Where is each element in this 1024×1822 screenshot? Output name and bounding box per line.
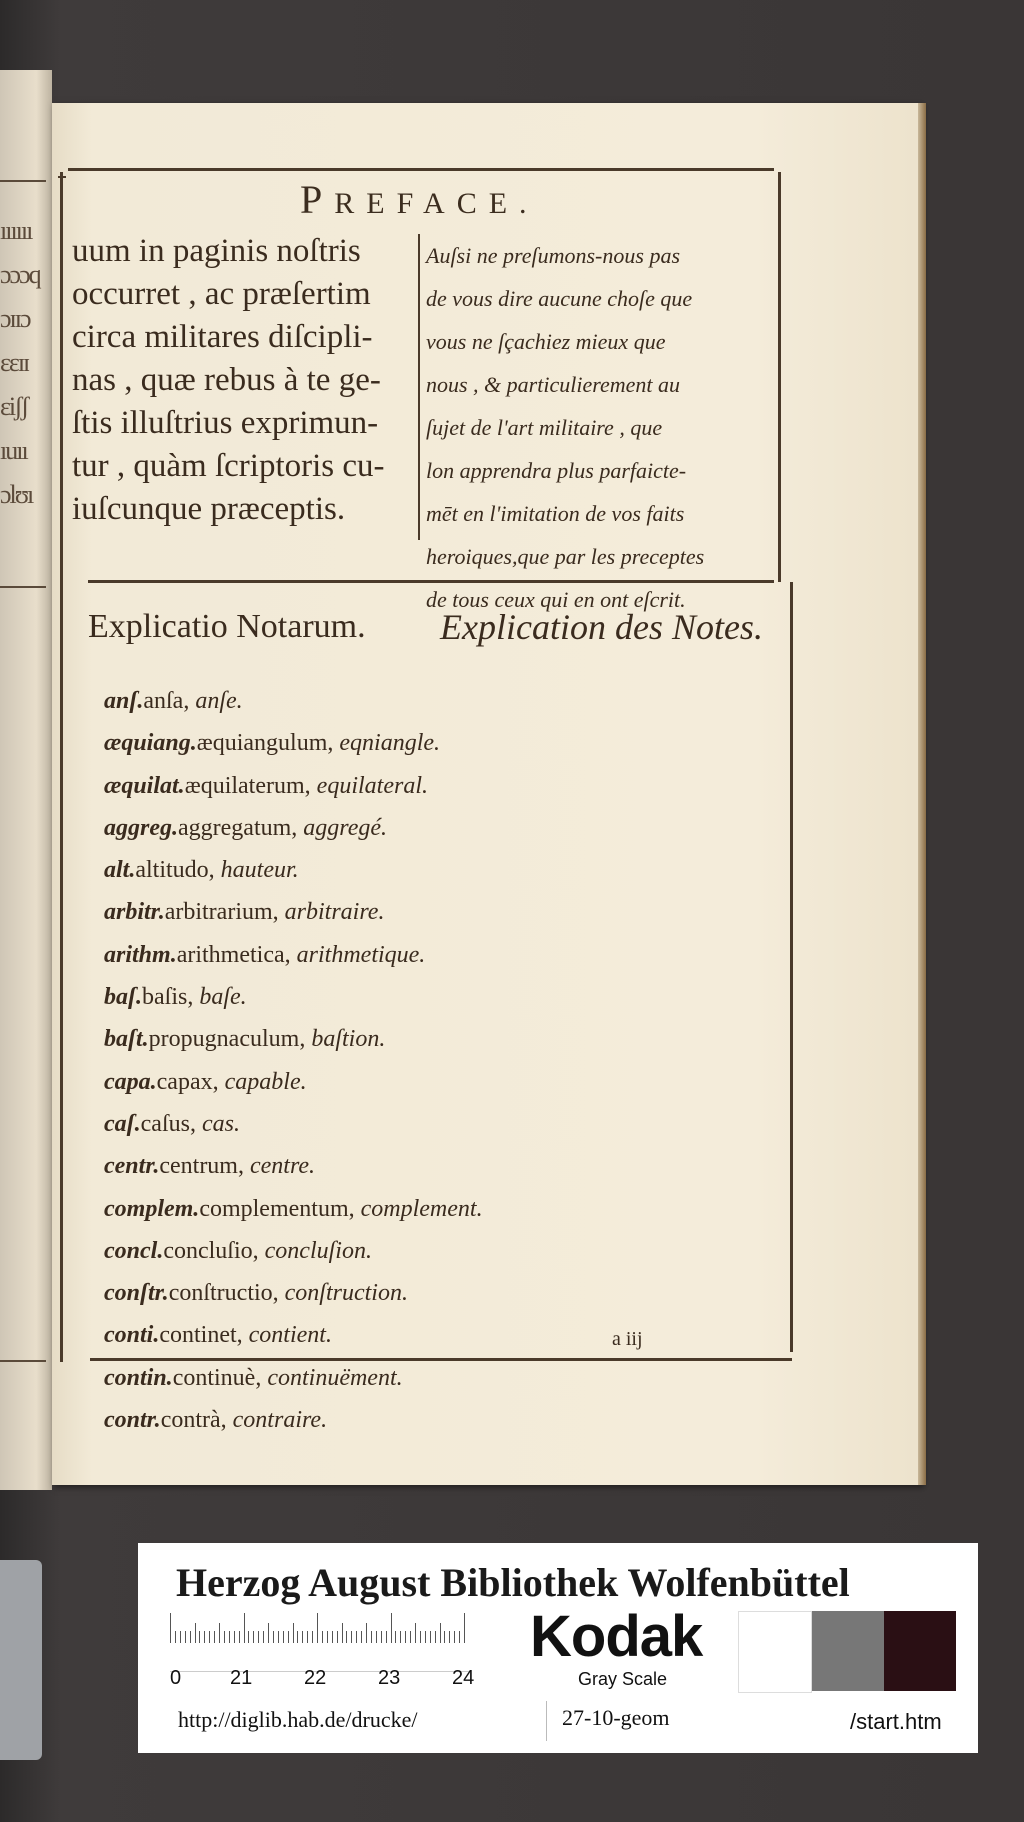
note-latin: anſa	[143, 688, 184, 714]
note-latin: contrà	[160, 1407, 221, 1434]
note-latin: capax	[156, 1068, 213, 1095]
note-latin: aggregatum	[178, 814, 292, 841]
note-entry	[104, 1061, 764, 1103]
ruler-tick	[253, 1631, 254, 1643]
library-color-bar	[138, 1543, 978, 1753]
note-entry	[104, 1188, 764, 1230]
latin-line: tur , quàm ſcriptoris cu-	[72, 448, 385, 484]
note-latin: arithmetica	[176, 941, 285, 968]
ruler-tick	[229, 1631, 230, 1643]
notes-title-french: Explication des Notes.	[440, 607, 763, 647]
ruler-tick	[400, 1631, 401, 1643]
note-separator: ,	[208, 857, 221, 884]
note-french: hauteur.	[220, 857, 299, 884]
note-french: baſtion.	[311, 1026, 386, 1053]
french-line: lon apprendra plus parfaicte-	[426, 458, 687, 483]
ruler-tick	[346, 1631, 347, 1643]
latin-line: iuſcunque præceptis.	[72, 491, 346, 527]
note-entry	[104, 1145, 764, 1187]
ruler-tick	[371, 1631, 372, 1643]
left-page-fragment: ɔlʊı	[0, 480, 33, 509]
page-edge	[918, 103, 926, 1485]
ruler-tick	[386, 1631, 387, 1643]
ruler-tick	[381, 1631, 382, 1643]
note-latin: conſtructio	[168, 1280, 273, 1307]
french-line: mēt en l'imitation de vos faits	[426, 501, 685, 526]
left-page-rule	[0, 180, 46, 182]
ruler-tick	[248, 1631, 249, 1643]
ruler-tick	[185, 1631, 186, 1643]
left-page-fragment: ɔɪɪɔ	[0, 304, 30, 333]
ruler-number: 22	[304, 1667, 327, 1689]
ruler-tick	[317, 1613, 318, 1643]
french-line: vous ne ſçachiez mieux que	[426, 329, 666, 354]
ruler-tick	[351, 1631, 352, 1643]
note-latin: caſus	[140, 1110, 190, 1137]
start-link-text: /start.htm	[850, 1709, 942, 1734]
note-abbreviation: complem.	[104, 1195, 200, 1222]
left-page-fragment: ɛɛɪɪ	[0, 348, 29, 377]
note-abbreviation: arbitr.	[104, 899, 165, 926]
note-separator: ,	[236, 1322, 249, 1349]
ruler-tick	[199, 1631, 200, 1643]
note-entry	[104, 891, 764, 933]
note-entry	[104, 1230, 764, 1272]
note-latin: baſis	[142, 984, 188, 1011]
left-page-fragment: ıııııı	[0, 216, 32, 245]
french-line: de vous dire aucune choſe que	[426, 286, 693, 311]
ruler-tick	[195, 1623, 196, 1643]
ruler-tick	[239, 1631, 240, 1643]
ruler-tick	[297, 1631, 298, 1643]
note-french: contraire.	[232, 1407, 328, 1434]
ruler-tick	[356, 1631, 357, 1643]
note-separator: ,	[252, 1237, 265, 1264]
frame-rule-right-lower	[790, 582, 793, 1352]
left-page-rule	[0, 586, 46, 588]
ruler-number: 21	[230, 1667, 253, 1689]
ruler-tick	[337, 1631, 338, 1643]
ruler-tick	[273, 1631, 274, 1643]
note-abbreviation: contr.	[104, 1407, 161, 1434]
note-separator: ,	[187, 984, 200, 1011]
note-latin: complementum	[199, 1195, 349, 1222]
note-latin: altitudo	[135, 857, 209, 884]
note-latin: æquilaterum	[184, 772, 305, 799]
note-separator: ,	[291, 814, 304, 841]
note-separator: ,	[189, 1110, 202, 1137]
note-separator: ,	[272, 899, 285, 926]
measurement-ruler	[170, 1611, 475, 1689]
note-latin: concluſio	[163, 1237, 253, 1264]
ruler-tick	[244, 1613, 245, 1643]
ruler-tick	[376, 1631, 377, 1643]
ruler-tick	[361, 1631, 362, 1643]
notes-title-latin: Explicatio Notarum.	[88, 608, 366, 645]
shelfmark: 27-10-geom	[562, 1705, 670, 1730]
latin-line: occurret , ac præſertim	[72, 276, 371, 312]
ruler-tick	[332, 1631, 333, 1643]
ruler-number: 24	[452, 1667, 475, 1689]
note-abbreviation: contin.	[104, 1364, 173, 1391]
ruler-tick	[170, 1613, 171, 1643]
notes-list	[104, 680, 764, 1441]
library-name: Herzog August Bibliothek Wolfenbüttel	[176, 1560, 850, 1605]
ruler-tick	[405, 1631, 406, 1643]
note-abbreviation: conſtr.	[104, 1280, 169, 1307]
french-line: Auſsi ne preſumons-nous pas	[426, 243, 681, 268]
note-separator: ,	[255, 1364, 268, 1391]
ruler-tick	[234, 1631, 235, 1643]
ruler-tick	[342, 1623, 343, 1643]
note-entry	[104, 1103, 764, 1145]
ruler-tick	[283, 1631, 284, 1643]
left-page-fragment: ɛiʃʃ	[0, 392, 28, 421]
left-page-fragment: ɔɔɔq	[0, 260, 40, 289]
note-french: cas.	[201, 1110, 240, 1137]
french-line: ſujet de l'art militaire , que	[426, 415, 663, 440]
note-abbreviation: concl.	[104, 1237, 164, 1264]
frame-rule-left	[60, 172, 63, 1362]
note-latin: continet	[159, 1322, 237, 1349]
ruler-number: 23	[378, 1667, 401, 1689]
ruler-tick	[268, 1623, 269, 1643]
frame-rule-top	[68, 168, 774, 171]
note-separator: ,	[299, 1026, 312, 1053]
latin-line: ſtis illuſtrius exprimun-	[72, 405, 379, 441]
note-french: centre.	[249, 1153, 316, 1180]
note-separator: ,	[212, 1068, 225, 1095]
ruler-tick	[366, 1623, 367, 1643]
bar-divider	[546, 1701, 547, 1741]
ruler-tick	[444, 1631, 445, 1643]
note-abbreviation: æquiang.	[104, 730, 197, 757]
color-swatch-white	[738, 1611, 812, 1693]
note-french: complement.	[360, 1195, 483, 1222]
note-french: baſe.	[199, 984, 247, 1011]
ruler-tick	[293, 1623, 294, 1643]
ruler-tick	[430, 1631, 431, 1643]
ruler-tick	[459, 1631, 460, 1643]
note-separator: ,	[284, 941, 297, 968]
gray-scale-label: Gray Scale	[578, 1669, 668, 1689]
ruler-tick	[307, 1631, 308, 1643]
note-entry	[104, 1314, 764, 1356]
ruler-tick	[322, 1631, 323, 1643]
ruler-tick	[180, 1631, 181, 1643]
ruler-tick	[454, 1631, 455, 1643]
note-latin: propugnaculum	[148, 1026, 300, 1053]
note-abbreviation: arithm.	[104, 941, 177, 968]
note-separator: ,	[348, 1195, 361, 1222]
note-entry	[104, 680, 764, 722]
note-separator: ,	[183, 688, 196, 714]
ruler-tick	[410, 1631, 411, 1643]
note-french: equilateral.	[316, 772, 428, 799]
ruler-tick	[327, 1631, 328, 1643]
page-header: PREFACE.	[300, 177, 539, 222]
latin-column	[72, 230, 416, 531]
note-latin: centrum	[159, 1153, 238, 1180]
note-abbreviation: conti.	[104, 1322, 160, 1349]
note-french: concluſion.	[264, 1237, 372, 1264]
note-entry	[104, 765, 764, 807]
color-swatch-dark	[884, 1611, 956, 1691]
note-abbreviation: centr.	[104, 1153, 160, 1180]
kodak-logo: Kodak	[530, 1604, 703, 1669]
note-separator: ,	[220, 1407, 233, 1434]
note-french: arithmetique.	[296, 941, 426, 968]
note-french: contient.	[248, 1322, 332, 1349]
note-abbreviation: capa.	[104, 1068, 157, 1095]
note-entry	[104, 849, 764, 891]
note-abbreviation: æquilat.	[104, 772, 185, 799]
signature-mark: a iij	[612, 1328, 643, 1350]
column-divider	[418, 234, 420, 540]
note-abbreviation: anſ.	[104, 688, 144, 714]
ruler-number: 0	[170, 1667, 182, 1689]
latin-line: uum in paginis noſtris	[72, 233, 361, 269]
ruler-tick	[214, 1631, 215, 1643]
note-latin: continuè	[172, 1364, 256, 1391]
note-entry	[104, 1018, 764, 1060]
left-label-tab	[0, 1560, 42, 1760]
ruler-tick	[420, 1631, 421, 1643]
ruler-tick	[224, 1631, 225, 1643]
note-separator: ,	[327, 730, 340, 757]
latin-line: nas , quæ rebus à te ge-	[72, 362, 381, 398]
ruler-tick	[395, 1631, 396, 1643]
note-entry	[104, 1272, 764, 1314]
ruler-tick	[312, 1631, 313, 1643]
ruler-tick	[435, 1631, 436, 1643]
ruler-tick	[175, 1631, 176, 1643]
library-url: http://diglib.hab.de/drucke/	[178, 1707, 418, 1732]
note-abbreviation: caſ.	[104, 1110, 141, 1137]
ruler-tick	[425, 1631, 426, 1643]
note-french: aggregé.	[303, 814, 388, 841]
note-entry	[104, 934, 764, 976]
note-entry	[104, 722, 764, 764]
note-entry	[104, 807, 764, 849]
french-line: heroiques,que par les preceptes	[426, 544, 705, 569]
note-french: capable.	[224, 1068, 307, 1095]
note-abbreviation: alt.	[104, 857, 136, 884]
ruler-tick	[449, 1631, 450, 1643]
note-abbreviation: baſt.	[104, 1026, 149, 1053]
note-french: eqniangle.	[339, 730, 441, 757]
ruler-tick	[209, 1631, 210, 1643]
note-french: anſe.	[195, 688, 243, 714]
ruler-tick	[391, 1613, 392, 1643]
ruler-tick	[415, 1623, 416, 1643]
note-separator: ,	[272, 1280, 285, 1307]
ruler-tick	[263, 1631, 264, 1643]
ruler-tick	[440, 1623, 441, 1643]
note-abbreviation: aggreg.	[104, 814, 178, 841]
note-french: continuëment.	[267, 1364, 403, 1391]
ruler-tick	[190, 1631, 191, 1643]
latin-line: circa militares diſcipli-	[72, 319, 373, 355]
frame-rule-right-upper	[778, 172, 781, 582]
note-entry	[104, 1399, 764, 1441]
ruler-tick	[204, 1631, 205, 1643]
note-entry	[104, 1357, 764, 1399]
french-line: nous , & particulierement au	[426, 372, 680, 397]
note-french: conſtruction.	[284, 1280, 408, 1307]
note-separator: ,	[237, 1153, 250, 1180]
note-french: arbitraire.	[284, 899, 385, 926]
note-entry	[104, 976, 764, 1018]
ruler-tick	[464, 1613, 465, 1643]
note-separator: ,	[304, 772, 317, 799]
note-abbreviation: baſ.	[104, 984, 142, 1011]
french-column	[426, 234, 778, 621]
note-latin: æquiangulum	[196, 730, 328, 757]
ruler-tick	[219, 1623, 220, 1643]
note-latin: arbitrarium	[164, 899, 273, 926]
color-swatch-gray	[812, 1611, 884, 1691]
left-page-fragment: ıuıı	[0, 436, 27, 465]
ruler-tick	[302, 1631, 303, 1643]
left-page-rule	[0, 1360, 46, 1362]
ruler-tick	[278, 1631, 279, 1643]
french-line: de tous ceux qui en ont eſcrit.	[426, 587, 686, 612]
left-page-edge	[0, 70, 52, 1490]
ruler-tick	[258, 1631, 259, 1643]
ruler-tick	[288, 1631, 289, 1643]
